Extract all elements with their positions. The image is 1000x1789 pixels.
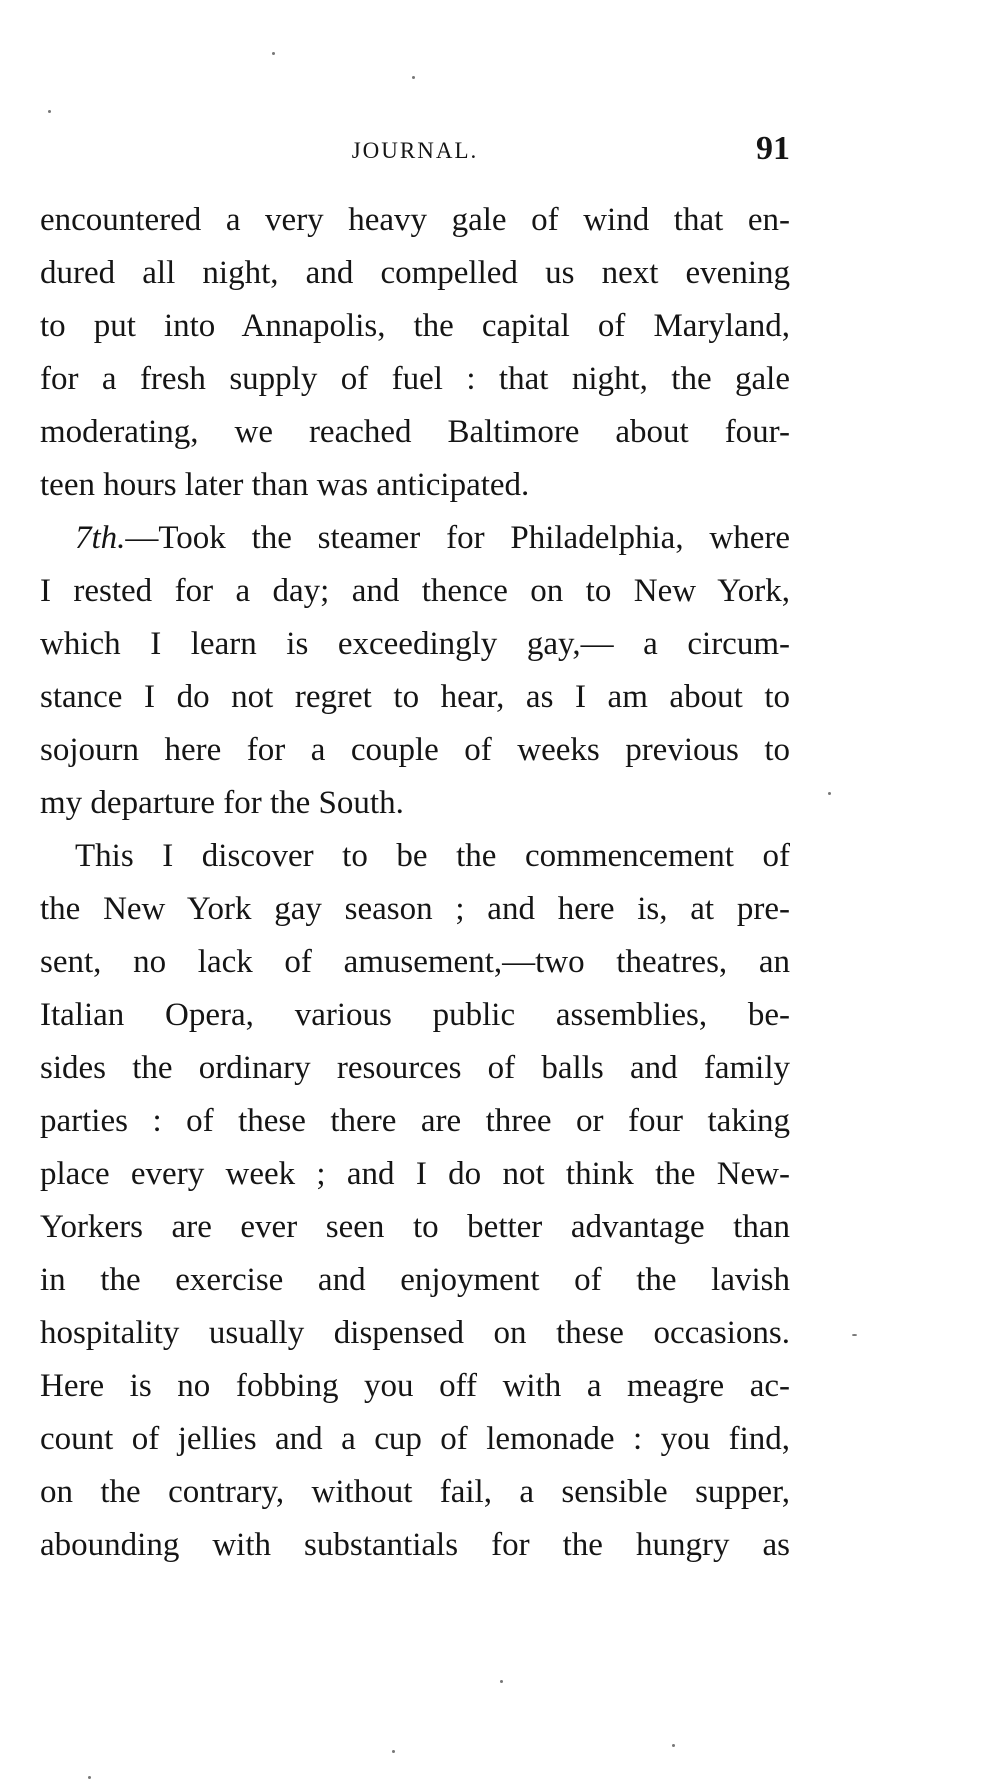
paper-speck <box>828 792 831 795</box>
text-line: Here is no fobbing you off with a meagre ac- <box>40 1368 790 1404</box>
paper-speck <box>412 76 415 79</box>
page-number: 91 <box>756 130 790 167</box>
text-line: the New York gay season ; and here is, at pre- <box>40 891 790 927</box>
paper-speck <box>88 1776 91 1779</box>
entry-text: —Took the steamer for Philadelphia, where <box>125 520 790 556</box>
paper-speck <box>500 1680 503 1683</box>
text-line <box>40 512 790 565</box>
text-line: hospitality usually dispensed on these occasions. <box>40 1315 790 1351</box>
text-line: for a fresh supply of fuel : that night, the gale <box>40 361 790 397</box>
text-line: teen hours later than was anticipated. <box>40 467 530 503</box>
text-line: place every week ; and I do not think the New- <box>40 1156 790 1192</box>
paper-speck <box>852 1334 857 1336</box>
text-line: encountered a very heavy gale of wind that en- <box>40 202 790 238</box>
text-line: sojourn here for a couple of weeks previous to <box>40 732 790 768</box>
paper-speck <box>48 110 51 113</box>
text-line: sides the ordinary resources of balls and family <box>40 1050 790 1086</box>
paper-speck <box>672 1744 675 1747</box>
entry-date: 7th. <box>75 520 126 556</box>
text-line: stance I do not regret to hear, as I am about to <box>40 679 790 715</box>
text-line: I rested for a day; and thence on to New York, <box>40 573 790 609</box>
text-line: This I discover to be the commencement of <box>75 838 790 874</box>
body-text <box>40 194 790 1572</box>
running-title: JOURNAL. <box>351 138 479 163</box>
text-line: parties : of these there are three or four taking <box>40 1103 790 1139</box>
text-line: sent, no lack of amusement,—two theatres, an <box>40 944 790 980</box>
text-line: abounding with substantials for the hungry as <box>40 1527 790 1563</box>
text-line: in the exercise and enjoyment of the lavish <box>40 1262 790 1298</box>
text-line: Yorkers are ever seen to better advantage than <box>40 1209 790 1245</box>
text-line: Italian Opera, various public assemblies, be- <box>40 997 790 1033</box>
text-line: which I learn is exceedingly gay,— a circum- <box>40 626 790 662</box>
running-head <box>40 130 790 174</box>
text-line: dured all night, and compelled us next evening <box>40 255 790 291</box>
paper-speck <box>272 52 275 55</box>
text-line: moderating, we reached Baltimore about four- <box>40 414 790 450</box>
text-line: to put into Annapolis, the capital of Maryland, <box>40 308 790 344</box>
text-line: my departure for the South. <box>40 785 404 821</box>
paper-speck <box>392 1750 395 1753</box>
text-line: on the contrary, without fail, a sensible supper, <box>40 1474 790 1510</box>
text-line: count of jellies and a cup of lemonade : you find, <box>40 1421 790 1457</box>
